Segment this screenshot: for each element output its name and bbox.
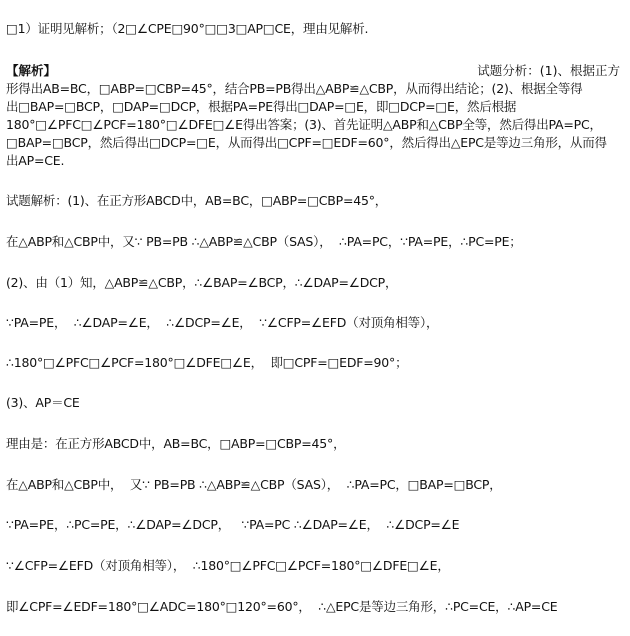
analysis-label-group xyxy=(477,62,620,80)
solution-line-2: (2)、由（1）知，△ABP≌△CBP，∴∠BAP=∠BCP，∴∠DAP=∠DCP， xyxy=(6,275,398,290)
analysis-line-0: (1)、根据正方 xyxy=(539,63,620,78)
analysis-line-1: 形得出AB=BC，□ABP=□CBP=45°，结合PB=PB得出△ABP≌△CBP，从而得出结论；(2)、根据全等得 xyxy=(6,81,583,96)
analysis-tag: 【解析】 xyxy=(6,63,57,78)
solution-line-8: ∵PA=PE，∴PC=PE，∴∠DAP=∠DCP， ∵PA=PC ∴∠DAP=∠E， ∴∠DCP=∠E xyxy=(6,517,460,532)
analysis-line-5: 出AP=CE. xyxy=(6,153,65,168)
analysis-line-2: 出□BAP=□BCP，□DAP=□DCP，根据PA=PE得出□DAP=□E，即□DCP=□E，然后根据 xyxy=(6,99,517,114)
solution-line-7: 在△ABP和△CBP中， 又∵ PB=PB ∴△ABP≌△CBP（SAS）， ∴PA=PC，□BAP=□BCP， xyxy=(6,477,502,492)
solution-line-5: (3)、AP＝CE xyxy=(6,395,80,410)
analysis-line-3: 180°□∠PFC□∠PCF=180°□∠DFE□∠E得出答案；(3)、首先证明△ABP和△CBP全等，然后得出PA=PC， xyxy=(6,117,602,132)
solution-line-1: 在△ABP和△CBP中，又∵ PB=PB ∴△ABP≌△CBP（SAS）， ∴PA=PC，∵PA=PE，∴PC=PE； xyxy=(6,234,522,249)
answer-line: □1）证明见解析；（2□∠CPE□90°□□3□AP□CE，理由见解析. xyxy=(6,21,369,36)
solution-line-3: ∵PA=PE， ∴∠DAP=∠E， ∴∠DCP=∠E， ∵∠CFP=∠EFD（对顶角相等）， xyxy=(6,315,439,330)
solution-line-9: ∵∠CFP=∠EFD（对顶角相等）， ∴180°□∠PFC□∠PCF=180°□∠DFE□∠E， xyxy=(6,558,450,573)
analysis-line-4: □BAP=□BCP，然后得出□DCP=□E，从而得出□CPF=□EDF=60°，然后得出△EPC是等边三角形，从而得 xyxy=(6,135,607,150)
analysis-header xyxy=(6,62,626,80)
solution-line-4: ∴180°□∠PFC□∠PCF=180°□∠DFE□∠E， 即□CPF=□EDF=90°； xyxy=(6,355,408,370)
solution-line-10: 即∠CPF=∠EDF=180°□∠ADC=180°□120°=60°， ∴△EPC是等边三角形，∴PC=CE，∴AP=CE xyxy=(6,599,558,614)
solution-line-6: 理由是：在正方形ABCD中，AB=BC，□ABP=□CBP=45°， xyxy=(6,436,346,451)
analysis-label: 试题分析： xyxy=(477,63,540,78)
solution-line-0: 试题解析：(1)、在正方形ABCD中，AB=BC，□ABP=□CBP=45°， xyxy=(6,193,388,208)
